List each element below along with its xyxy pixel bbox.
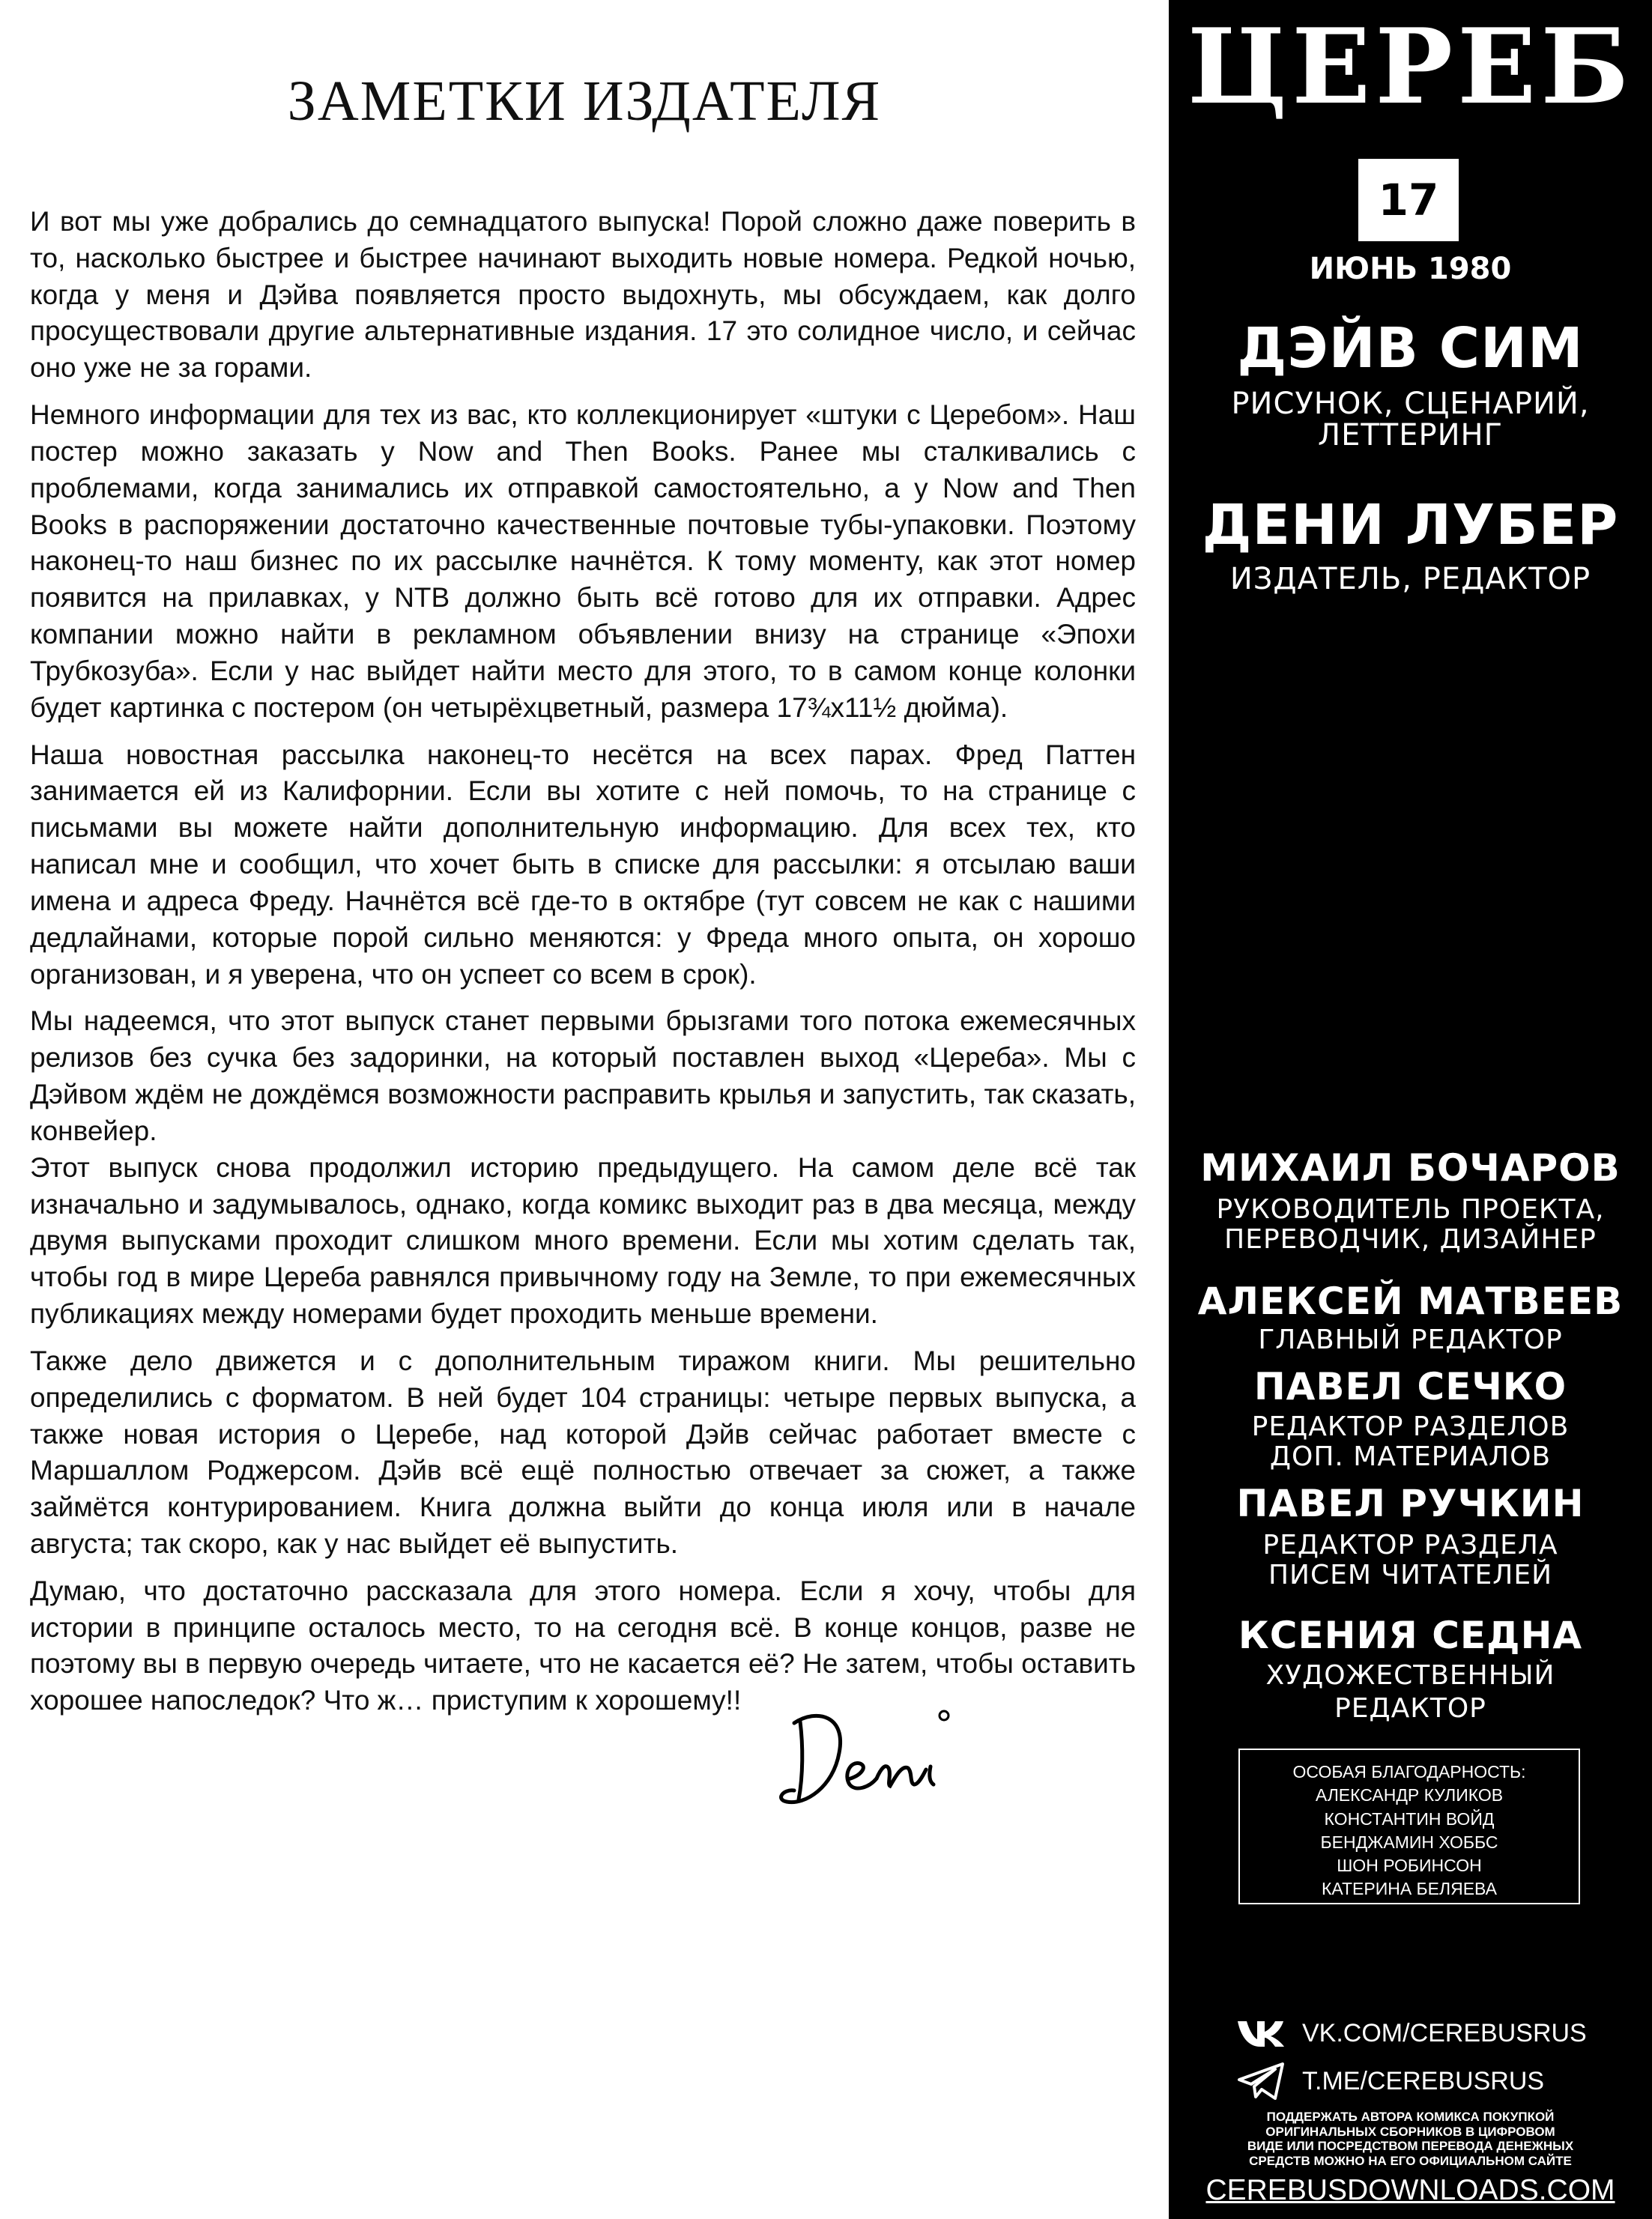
credit-role: ИЗДАТЕЛЬ, РЕДАКТОР [1229,562,1591,596]
cerebus-downloads-link[interactable]: CEREBUSDOWNLOADS.COM [1205,2174,1615,2206]
team-name: ПАВЕЛ РУЧКИН [1236,1482,1585,1525]
team-role: ПИСЕМ ЧИТАТЕЛЕЙ [1268,1560,1553,1590]
special-thanks-name: БЕНДЖАМИН ХОББС [1320,1832,1498,1852]
credit-name: ДЕНИ ЛУБЕР [1202,493,1619,557]
article-body [30,204,1136,1730]
signature [764,1701,989,1820]
cerebus-logo: ЦЕРЕБ [1187,5,1634,127]
special-thanks-title: ОСОБАЯ БЛАГОДАРНОСТЬ: [1292,1762,1526,1781]
issue-date: ИЮНЬ 1980 [1309,252,1512,286]
vk-link-text: VK.COM/CEREBUSRUS [1302,2018,1587,2047]
support-note-line: ПОДДЕРЖАТЬ АВТОРА КОМИКСА ПОКУПКОЙ [1266,2110,1555,2124]
team-role: ХУДОЖЕСТВЕННЫЙ [1265,1660,1555,1691]
vk-link[interactable] [1236,2012,1587,2054]
article-paragraph: Наша новостная рассылка наконец-то несётся на всех парах. Фред Паттен занимается ей из Калифорнии. Если вы хотите с ней помочь, то на странице с письмами вы можете найти дополнительную информацию. Для всех тех, кто написал мне и сообщил, что хочет быть в списке для рассылки: я отсылаю ваши имена и адреса Фреду. Начнётся всё где-то в октябре (тут совсем не как с нашими дедлайнами, которые порой сильно меняются: у Фреда много опыта, он хорошо организован, и я уверена, что он успеет со всем в срок). [30,739,1136,990]
team-role: РУКОВОДИТЕЛЬ ПРОЕКТА, [1216,1194,1605,1225]
team-role: ГЛАВНЫЙ РЕДАКТОР [1258,1325,1563,1355]
special-thanks-name: КОНСТАНТИН ВОЙД [1324,1808,1495,1829]
credits-sidebar [1169,0,1652,2219]
support-note [1199,2110,1622,2168]
credit-role: ЛЕТТЕРИНГ [1317,418,1503,452]
telegram-link[interactable] [1236,2060,1544,2102]
team-role: ДОП. МАТЕРИАЛОВ [1269,1441,1552,1472]
special-thanks-name: КАТЕРИНА БЕЛЯЕВА [1322,1879,1497,1899]
article-paragraph: Мы надеемся, что этот выпуск станет первыми брызгами того потока ежемесячных релизов без сучка без задоринки, на который поставлен выход «Цереба». Мы с Дэйвом ждём не дождёмся возможности расправить крылья и запустить, так сказать, конвейер. [30,1005,1136,1146]
vk-icon [1236,2018,1286,2048]
special-thanks-box [1238,1749,1580,1904]
page-title: ЗАМЕТКИ ИЗДАТЕЛЯ [287,70,882,133]
team-role: ПЕРЕВОДЧИК, ДИЗАЙНЕР [1224,1224,1597,1255]
support-note-line: ВИДЕ ИЛИ ПОСРЕДСТВОМ ПЕРЕВОДА ДЕНЕЖНЫХ [1247,2139,1574,2154]
telegram-icon [1236,2062,1286,2101]
support-note-line: СРЕДСТВ МОЖНО НА ЕГО ОФИЦИАЛЬНОМ САЙТЕ [1249,2153,1572,2168]
team-name: МИХАИЛ БОЧАРОВ [1200,1146,1621,1190]
team-role: РЕДАКТОР [1334,1693,1486,1724]
support-note-line: ОРИГИНАЛЬНЫХ СБОРНИКОВ В ЦИФРОВОМ [1265,2124,1555,2139]
credit-name: ДЭЙВ СИМ [1237,316,1584,381]
team-name: КСЕНИЯ СЕДНА [1238,1614,1583,1657]
special-thanks-name: ШОН РОБИНСОН [1337,1856,1482,1876]
issue-number: 17 [1358,159,1459,241]
telegram-link-text: T.ME/CEREBUSRUS [1302,2066,1545,2095]
article-paragraph: Думаю, что достаточно рассказала для этого номера. Если я хочу, чтобы для истории в принципе осталось место, то на сегодня всё. В конце концов, разве не поэтому вы в первую очередь читаете, что не касается её? Не затем, чтобы оставить хорошее напоследок? Что ж… приступим к хорошему!! [30,1575,1136,1716]
team-role: РЕДАКТОР РАЗДЕЛОВ [1251,1411,1570,1442]
article-paragraph: И вот мы уже добрались до семнадцатого выпуска! Порой сложно даже поверить в то, насколько быстрее и быстрее начинают выходить новые номера. Редкой ночью, когда у меня и Дэйва появляется просто выдохнуть, мы обсуждаем, как долго просуществовали другие альтернативные издания. 17 это солидное число, и сейчас оно уже не за горами. [30,206,1136,384]
credit-role: РИСУНОК, СЦЕНАРИЙ, [1231,387,1590,421]
article-paragraph: Этот выпуск снова продолжил историю предыдущего. На самом деле всё так изначально и задумывалось, однако, когда комикс выходит раз в два месяца, между двумя выпусками проходит слишком много времени. Если мы хотим сделать так, чтобы год в мире Цереба равнялся привычному году на Земле, то при ежемесячных публикациях между номерами будет проходить меньше времени. [30,1151,1136,1330]
article-paragraph: Также дело движется и с дополнительным тиражом книги. Мы решительно определились с форматом. В ней будет 104 страницы: четыре первых выпуска, а также новая история о Церебе, над которой Дэйв сейчас работает вместе с Маршаллом Роджерсом. Дэйв всё ещё полностью отвечает за сюжет, а также займётся контурированием. Книга должна выйти до конца июля или в начале августа; так скоро, как у нас выйдет её выпустить. [30,1345,1136,1559]
special-thanks-name: АЛЕКСАНДР КУЛИКОВ [1315,1785,1504,1805]
team-role: РЕДАКТОР РАЗДЕЛА [1262,1530,1558,1560]
team-name: АЛЕКСЕЙ МАТВЕЕВ [1197,1280,1624,1323]
article-paragraph: Немного информации для тех из вас, кто коллекционирует «штуки с Церебом». Наш постер можно заказать у Now and Then Books. Ранее мы сталкивались с проблемами, когда занимались их отправкой самостоятельно, а у Now and Then Books в распоряжении достаточно качественные почтовые тубы-упаковки. Поэтому наконец-то наш бизнес по их рассылке начнётся. К тому моменту, как этот номер появится на прилавках, у NTB должно быть всё готово для их отправки. Адрес компании можно найти в рекламном объявлении внизу на странице «Эпохи Трубкозуба». Если у нас выйдет найти место для этого, то в самом конце колонки будет картинка с постером (он четырёхцветный, размера 17¾x11½ дюйма). [30,399,1136,723]
team-name: ПАВЕЛ СЕЧКО [1253,1365,1567,1408]
